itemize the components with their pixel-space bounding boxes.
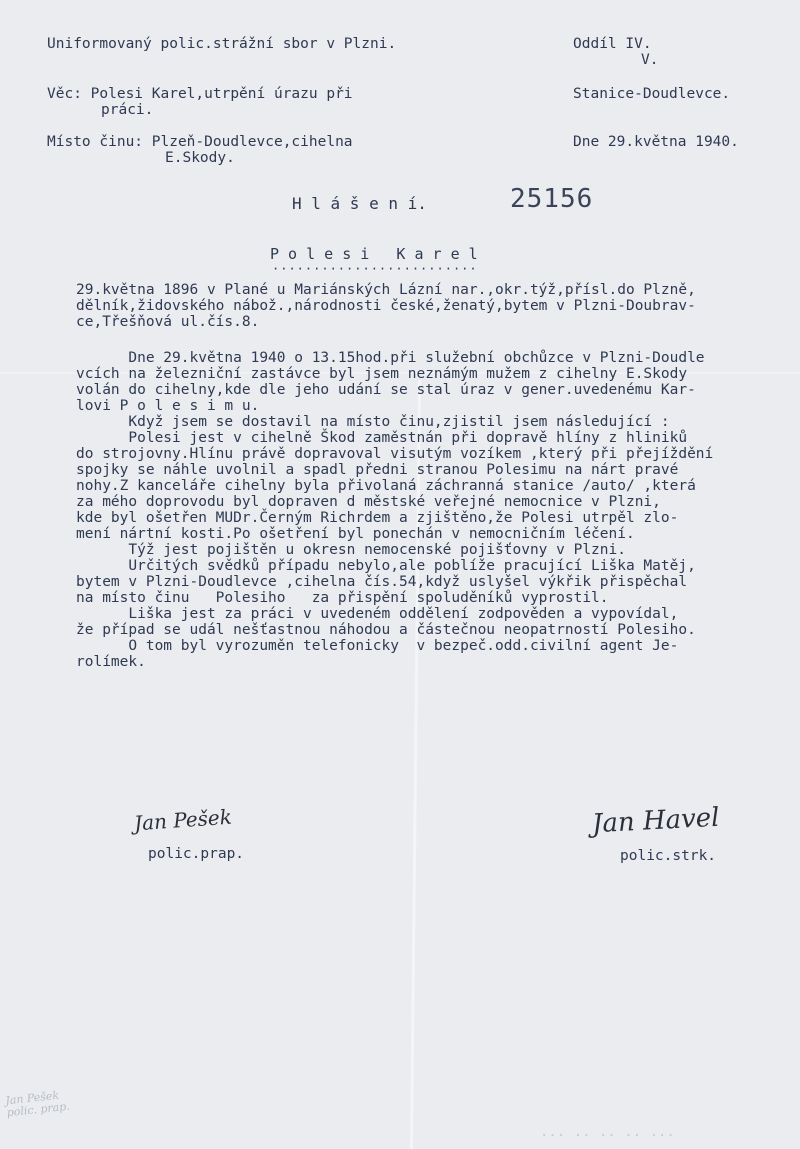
subject-line-2: práci. [101, 102, 154, 118]
bleed-through-marks: ··· ·· ·· ·· ··· [540, 1128, 675, 1144]
intro-line-1: 29.května 1896 v Plané u Mariánských Lázní nar.,okr.týž,přísl.do Plzně, [76, 282, 696, 298]
body-line-11: kde byl ošetřen MUDr.Černým Richrdem a zjištěno,že Polesi utrpěl zlo- [76, 510, 679, 526]
left-handwritten-signature: Jan Pešek [133, 804, 233, 836]
body-line-14: Určitých svědků případu nebylo,ale poblíže pracující Liška Matěj, [76, 558, 696, 574]
body-line-16: na místo činu Polesiho za přispění spoluděníků vyprostil. [76, 590, 609, 606]
station-label: Stanice-Doudlevce. [573, 86, 731, 102]
body-line-3: volán do cihelny,kde dle jeho udání se stal úraz v gener.uvedenému Kar- [76, 382, 696, 398]
body-line-6: Polesi jest v cihelně Škod zaměstnán při dopravě hlíny z hliniků [76, 430, 688, 446]
body-line-17: Liška jest za práci v uvedeném oddělení zodpověden a vypovídal, [76, 606, 679, 622]
place-line-2: E.Skody. [165, 150, 235, 166]
report-date: Dne 29.května 1940. [573, 134, 739, 150]
body-line-19: O tom byl vyrozuměn telefonicky v bezpeč.odd.civilní agent Je- [76, 638, 679, 654]
body-line-1: Dne 29.května 1940 o 13.15hod.při služební obchůzce v Plzni-Doudle [76, 350, 705, 366]
body-line-9: nohy.Z kanceláře cihelny byla přivolaná záchranná stanice /auto/ ,která [76, 478, 696, 494]
body-line-12: mení nártní kosti.Po ošetření byl ponechán v nemocničním léčení. [76, 526, 635, 542]
report-number-stamp: 25156 [510, 184, 594, 214]
body-line-15: bytem v Plzni-Doudlevce ,cihelna čís.54,když uslyšel výkřik přispěchal [76, 574, 688, 590]
left-signature-title: polic.prap. [148, 846, 245, 862]
body-line-10: za mého doprovodu byl dopraven d městské veřejné nemocnice v Plzni, [76, 494, 661, 510]
section-line-2: V. [641, 52, 659, 68]
body-line-5: Když jsem se dostavil na místo činu,zjistil jsem následující : [76, 414, 670, 430]
subject-line-1: Věc: Polesi Karel,utrpění úrazu při [47, 86, 353, 102]
section-line-1: Oddíl IV. [573, 36, 652, 52]
name-dotted-underline: ························· [272, 262, 478, 276]
body-line-2: vcích na železniční zastávce byl jsem neznámým mužem z cihelny E.Skody [76, 366, 688, 382]
right-signature-title: polic.strk. [620, 848, 717, 864]
right-handwritten-signature: Jan Havel [591, 802, 721, 840]
body-line-4: lovi P o l e s i m u. [76, 398, 260, 414]
intro-line-2: dělník,židovského nábož.,národnosti české,ženatý,bytem v Plzni-Doubrav- [76, 298, 696, 314]
body-line-18: že případ se udál nešťastnou náhodou a částečnou neopatrností Polesiho. [76, 622, 696, 638]
organization-heading: Uniformovaný polic.strážní sbor v Plzni. [47, 36, 397, 52]
body-line-20: rolímek. [76, 654, 146, 670]
report-title: H l á š e n í. [292, 194, 427, 213]
body-line-13: Týž jest pojištěn u okresn nemocenské pojišťovny v Plzni. [76, 542, 626, 558]
place-line-1: Místo činu: Plzeň-Doudlevce,cihelna [47, 134, 353, 150]
body-line-7: do strojovny.Hlínu právě dopravoval visutým vozíkem ,který při přejíždění [76, 446, 714, 462]
intro-line-3: ce,Třešňová ul.čís.8. [76, 314, 260, 330]
pencil-margin-note: Jan Pešek polic. prap. [4, 1088, 71, 1120]
person-name-heading: P o l e s i K a r e l [270, 245, 478, 263]
body-line-8: spojky se náhle uvolnil a spadl předni stranou Polesimu na nárt pravé [76, 462, 679, 478]
